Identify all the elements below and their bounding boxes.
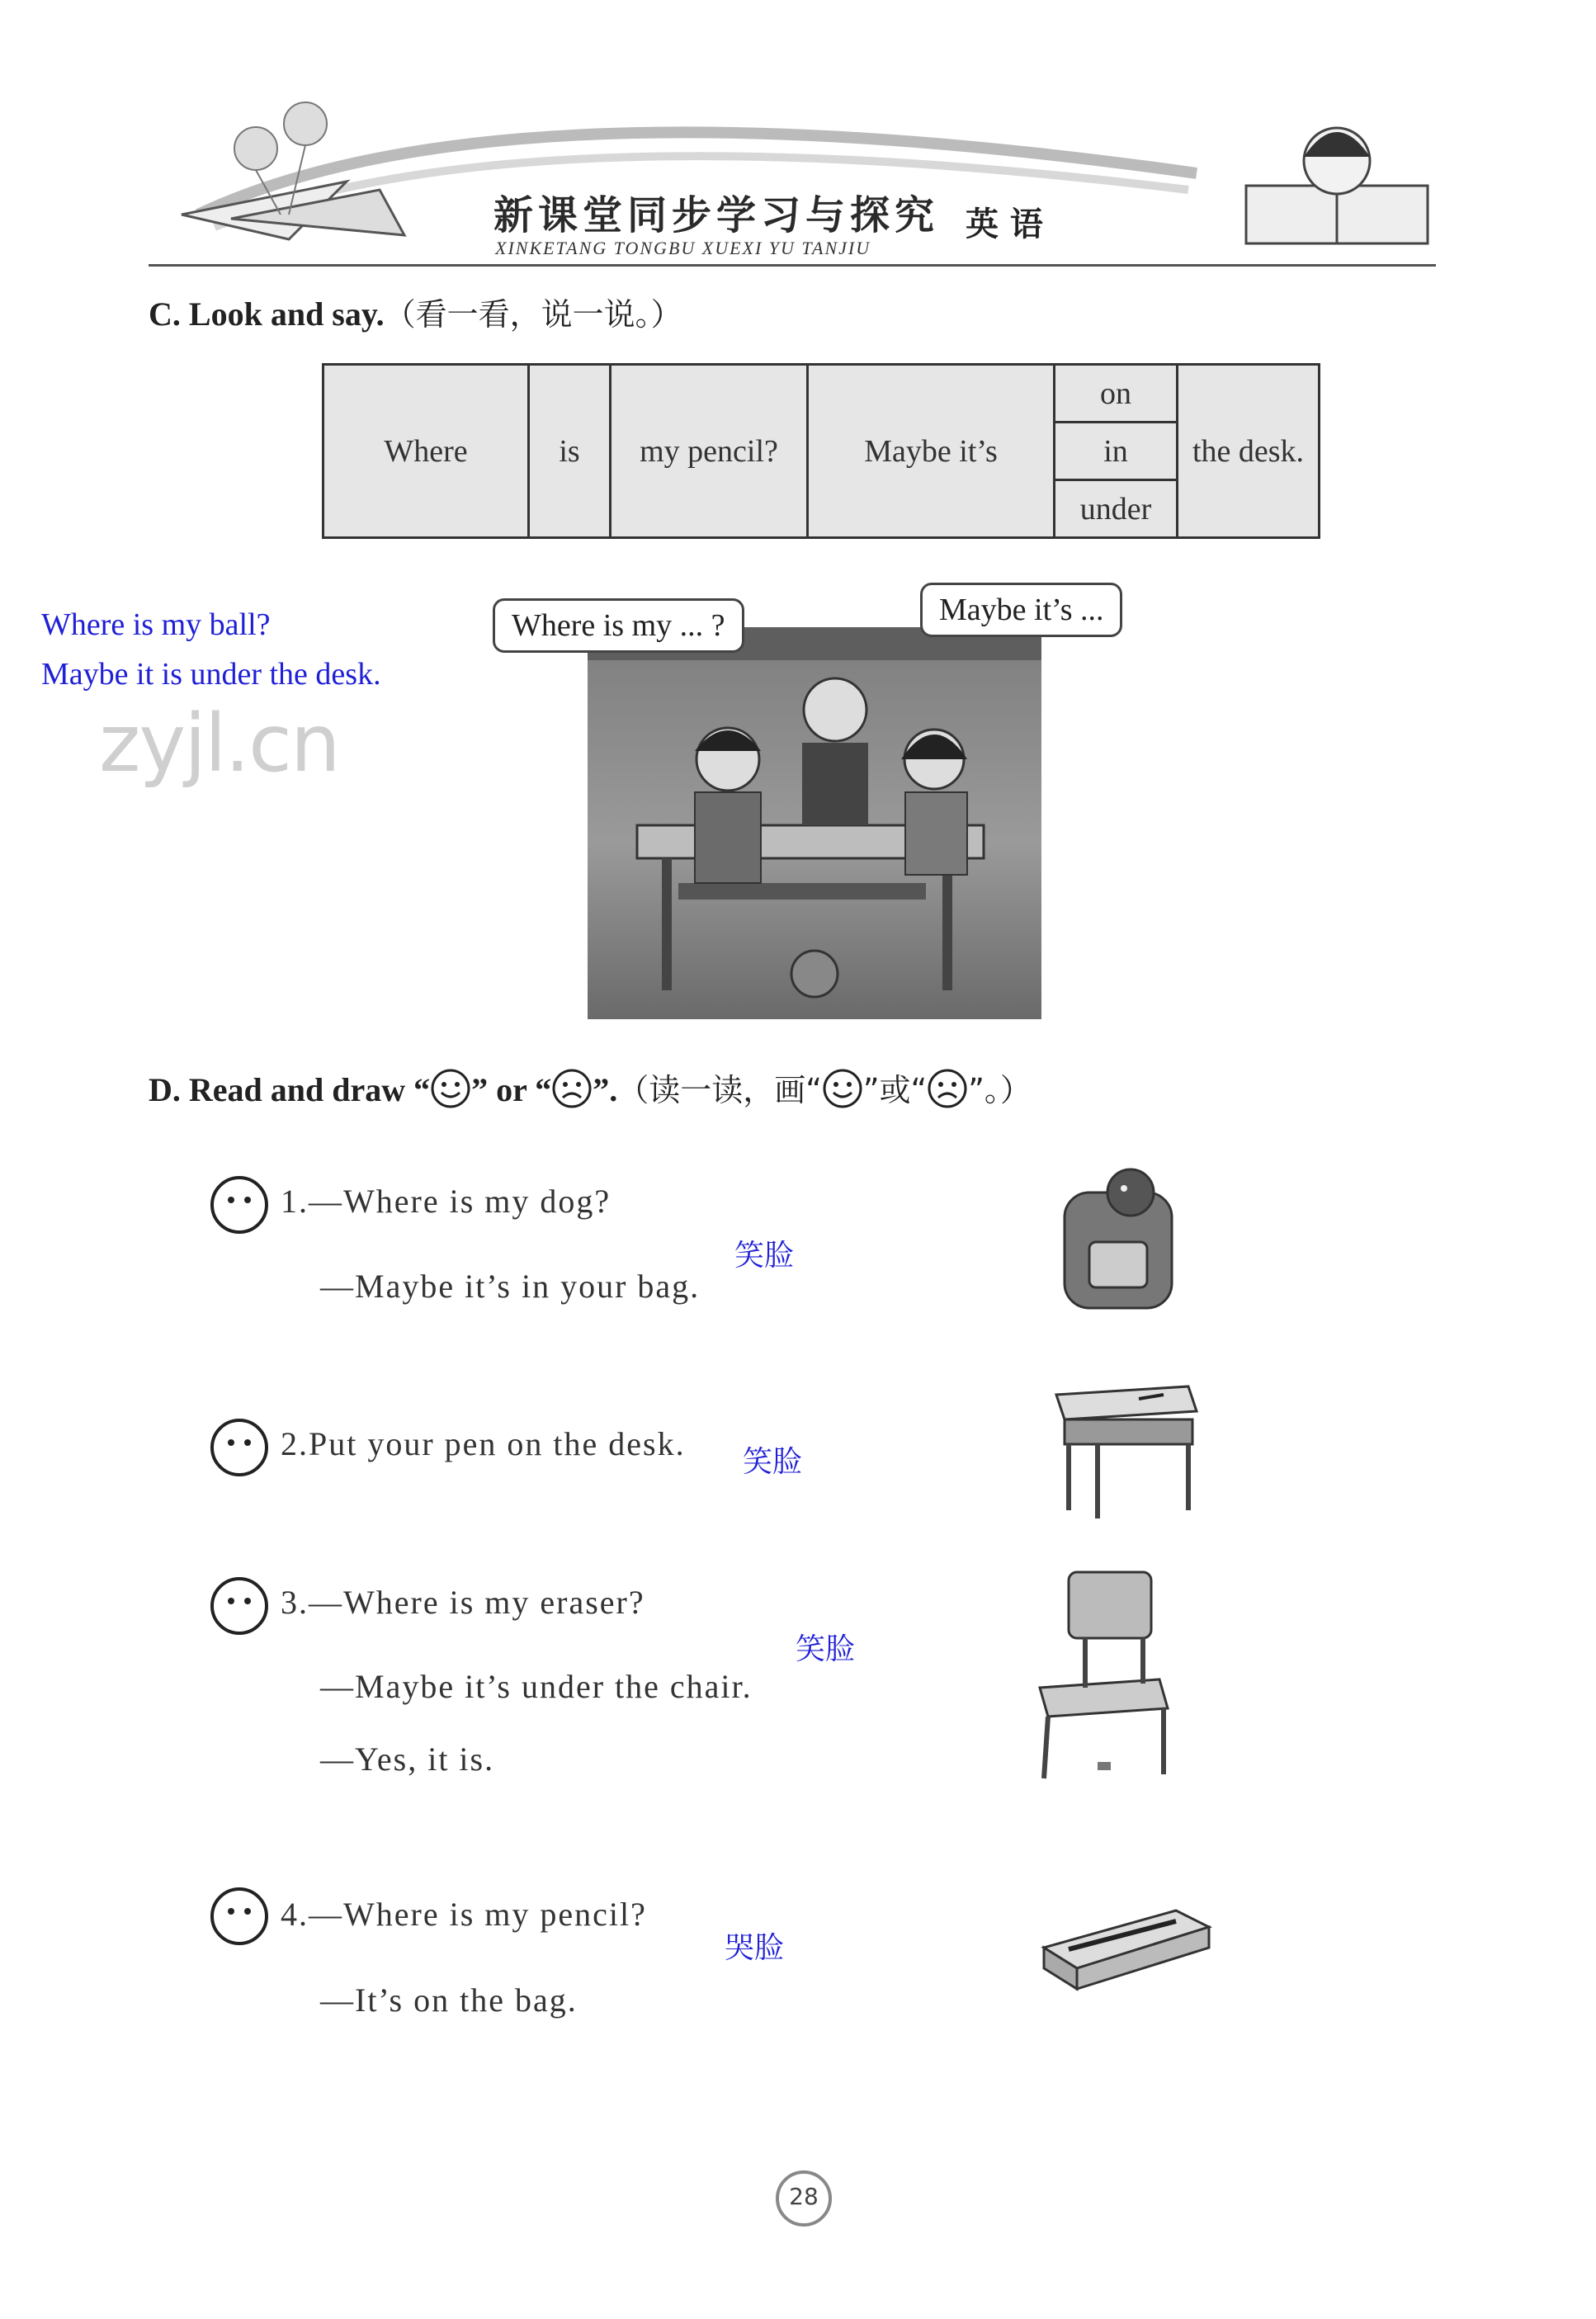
blank-face-icon[interactable] bbox=[210, 1175, 269, 1235]
header-divider bbox=[149, 264, 1436, 267]
item-2-line-1 bbox=[281, 1424, 686, 1463]
table-cell-preposition: in bbox=[1055, 423, 1178, 480]
section-d-title bbox=[149, 1065, 1032, 1110]
item-number: 1. bbox=[281, 1183, 309, 1220]
header-pinyin: XINKETANG TONGBU XUEXI YU TANJIU bbox=[495, 238, 871, 258]
item-3-answer: 笑脸 bbox=[796, 1632, 856, 1666]
section-d-title-text: ” or “ bbox=[471, 1071, 552, 1108]
sad-face-icon bbox=[551, 1068, 593, 1109]
table-cell-where: Where bbox=[323, 365, 529, 538]
item-3-line-2: —Maybe it’s under the chair. bbox=[320, 1668, 753, 1705]
item-1-line-2: —Maybe it’s in your bag. bbox=[320, 1268, 701, 1305]
table-cell-maybe: Maybe it’s bbox=[808, 365, 1055, 538]
section-c-title-cn: （看一看，说一说。） bbox=[384, 296, 682, 333]
item-text: —Where is my eraser? bbox=[309, 1584, 645, 1621]
chair-with-eraser-picture bbox=[1027, 1564, 1176, 1787]
item-1-answer: 笑脸 bbox=[734, 1239, 795, 1273]
item-text: —Where is my dog? bbox=[309, 1183, 611, 1220]
section-d-label: D. bbox=[149, 1071, 181, 1108]
answer-line-1: Where is my ball? bbox=[41, 607, 271, 642]
smiley-face-icon bbox=[430, 1068, 471, 1109]
desk-with-pen-picture bbox=[1048, 1370, 1205, 1527]
classroom-photo bbox=[588, 627, 1041, 1019]
table-cell-preposition: on bbox=[1055, 365, 1178, 423]
section-d-title-cn: ”或“ bbox=[862, 1072, 928, 1108]
blank-face-icon[interactable] bbox=[210, 1887, 269, 1946]
section-c-title bbox=[149, 289, 682, 334]
backpack-with-dog-picture bbox=[1048, 1160, 1188, 1316]
table-cell-object: my pencil? bbox=[611, 365, 808, 538]
page-number: 28 bbox=[776, 2170, 832, 2227]
section-d-title-cn: （读一读，画“ bbox=[617, 1072, 822, 1108]
header-title: 新课堂同步学习与探究 bbox=[493, 192, 940, 239]
girl-reading-icon bbox=[1246, 128, 1428, 243]
section-d-title-cn: ”。） bbox=[968, 1072, 1032, 1108]
answer-line-2: Maybe it is under the desk. bbox=[41, 657, 381, 692]
item-4-line-2: —It’s on the bag. bbox=[320, 1981, 578, 2019]
item-4-answer: 哭脸 bbox=[725, 1931, 785, 1965]
header-subject: 英 语 bbox=[966, 205, 1043, 243]
item-text: Put your pen on the desk. bbox=[309, 1425, 686, 1462]
section-d-title-text: ”. bbox=[593, 1071, 618, 1108]
paper-plane-icon bbox=[182, 182, 404, 239]
speech-bubble-right: Maybe it’s ... bbox=[920, 583, 1122, 637]
speech-bubble-left: Where is my ... ? bbox=[493, 598, 744, 653]
section-d-title-text: Read and draw “ bbox=[188, 1071, 431, 1108]
item-number: 4. bbox=[281, 1896, 309, 1933]
item-2-answer: 笑脸 bbox=[743, 1445, 803, 1479]
smiley-face-icon bbox=[822, 1068, 863, 1109]
blank-face-icon[interactable] bbox=[210, 1576, 269, 1636]
item-text: —Where is my pencil? bbox=[309, 1896, 647, 1933]
item-3-line-3: —Yes, it is. bbox=[320, 1740, 495, 1778]
item-4-line-1 bbox=[281, 1895, 647, 1934]
item-3-line-1 bbox=[281, 1583, 645, 1622]
pencil-on-books-picture bbox=[1036, 1898, 1217, 2014]
item-1-line-1 bbox=[281, 1182, 611, 1221]
section-c-label: C. bbox=[149, 295, 181, 333]
section-c-title-text: Look and say. bbox=[188, 295, 385, 333]
item-number: 3. bbox=[281, 1584, 309, 1621]
item-number: 2. bbox=[281, 1425, 309, 1462]
sad-face-icon bbox=[927, 1068, 968, 1109]
table-cell-preposition: under bbox=[1055, 480, 1178, 538]
watermark: zyjl.cn bbox=[99, 697, 339, 790]
blank-face-icon[interactable] bbox=[210, 1418, 269, 1477]
table-cell-is: is bbox=[529, 365, 611, 538]
table-cell-place: the desk. bbox=[1178, 365, 1320, 538]
sentence-table bbox=[322, 363, 1320, 539]
